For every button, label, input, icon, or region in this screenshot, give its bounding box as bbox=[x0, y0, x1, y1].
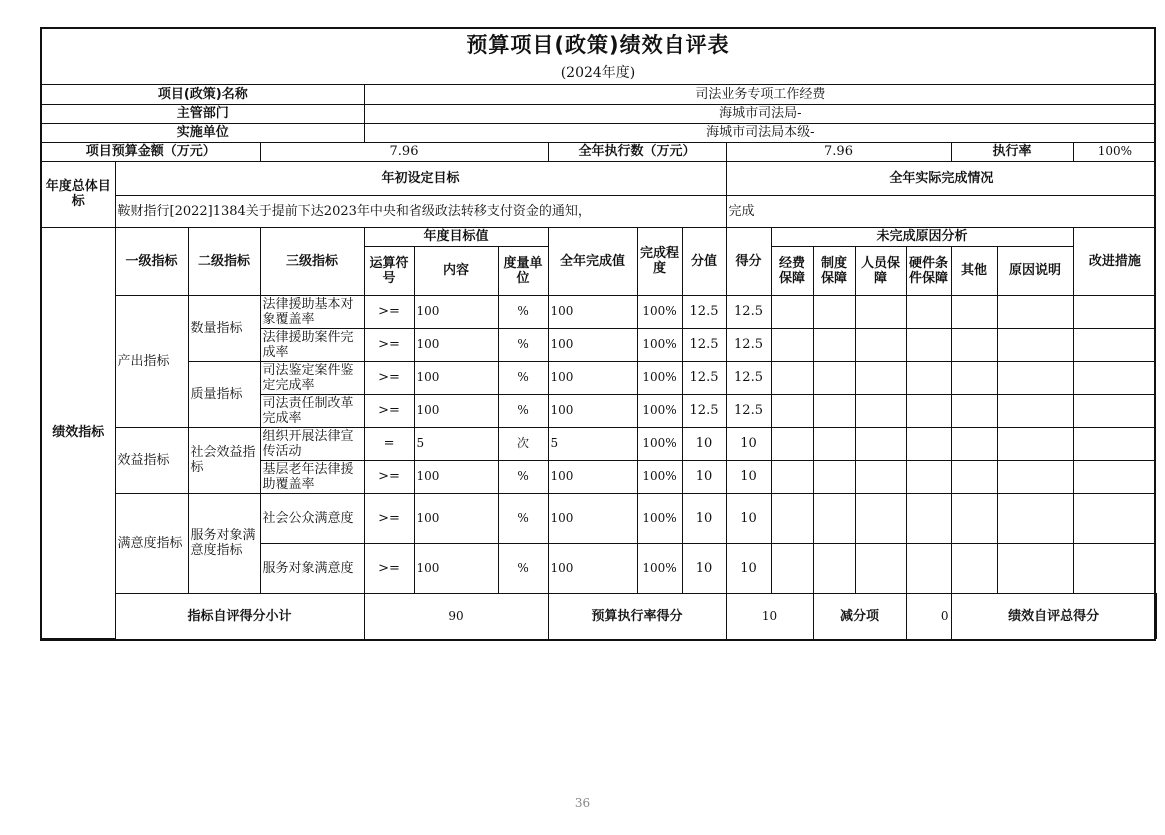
planned-goal-header: 年初设定目标 bbox=[115, 161, 726, 195]
actual-value: 5 bbox=[548, 427, 637, 460]
measure-unit: 次 bbox=[498, 427, 548, 460]
operator: >= bbox=[364, 543, 414, 593]
target-value: 100 bbox=[414, 295, 498, 328]
unit: 海城市司法局本级- bbox=[364, 123, 1156, 142]
score: 10 bbox=[726, 460, 771, 493]
evaluation-table bbox=[42, 85, 1156, 639]
funding-header: 经费保障 bbox=[771, 246, 813, 295]
quality-indicator: 质量指标 bbox=[188, 361, 260, 427]
indicator-name: 司法责任制改革完成率 bbox=[260, 394, 364, 427]
completion-degree: 100% bbox=[637, 394, 682, 427]
table-row bbox=[42, 493, 1156, 543]
reason-analysis-header: 未完成原因分析 bbox=[771, 227, 1073, 246]
improve-header: 改进措施 bbox=[1073, 227, 1156, 295]
measure-unit: % bbox=[498, 460, 548, 493]
completion-degree: 100% bbox=[637, 493, 682, 543]
deduction-value: 0 bbox=[906, 593, 951, 639]
operator: >= bbox=[364, 394, 414, 427]
measure-unit: % bbox=[498, 543, 548, 593]
operator: >= bbox=[364, 460, 414, 493]
budget-amount-label: 项目预算金额（万元） bbox=[42, 142, 260, 161]
exec-amount: 7.96 bbox=[726, 142, 951, 161]
personnel-header: 人员保障 bbox=[855, 246, 906, 295]
score: 12.5 bbox=[726, 394, 771, 427]
target-value: 100 bbox=[414, 361, 498, 394]
form-title: 预算项目(政策)绩效自评表 bbox=[466, 33, 730, 57]
hardware-header: 硬件条件保障 bbox=[906, 246, 951, 295]
social-benefit-indicator: 社会效益指标 bbox=[188, 427, 260, 493]
score: 10 bbox=[726, 427, 771, 460]
target-value: 100 bbox=[414, 328, 498, 361]
dept: 海城市司法局- bbox=[364, 104, 1156, 123]
quantity-indicator: 数量指标 bbox=[188, 295, 260, 361]
measure-unit: % bbox=[498, 328, 548, 361]
actual-value: 100 bbox=[548, 493, 637, 543]
indicator-name: 社会公众满意度 bbox=[260, 493, 364, 543]
indicator-name: 司法鉴定案件鉴定完成率 bbox=[260, 361, 364, 394]
score: 10 bbox=[726, 543, 771, 593]
completion-degree: 100% bbox=[637, 460, 682, 493]
content-header: 内容 bbox=[414, 246, 498, 295]
measure-unit: % bbox=[498, 295, 548, 328]
evaluation-form bbox=[40, 27, 1156, 641]
actual-value: 100 bbox=[548, 460, 637, 493]
actual-value: 100 bbox=[548, 361, 637, 394]
indicator-name: 基层老年法律援助覆盖率 bbox=[260, 460, 364, 493]
exec-score-value: 10 bbox=[726, 593, 813, 639]
completion-degree: 100% bbox=[637, 427, 682, 460]
operator: = bbox=[364, 427, 414, 460]
completion-degree: 100% bbox=[637, 295, 682, 328]
indicator-name: 法律援助案件完成率 bbox=[260, 328, 364, 361]
planned-goal-text: 鞍财指行[2022]1384关于提前下达2023年中央和省级政法转移支付资金的通知， bbox=[115, 195, 726, 227]
level1-header: 一级指标 bbox=[115, 227, 188, 295]
measure-unit: % bbox=[498, 493, 548, 543]
points: 12.5 bbox=[682, 328, 726, 361]
exec-rate-label: 执行率 bbox=[951, 142, 1073, 161]
table-row bbox=[42, 361, 1156, 394]
benefit-indicator: 效益指标 bbox=[115, 427, 188, 493]
points: 12.5 bbox=[682, 361, 726, 394]
unit-header: 度量单位 bbox=[498, 246, 548, 295]
actual-value: 100 bbox=[548, 394, 637, 427]
score: 10 bbox=[726, 493, 771, 543]
measure-unit: % bbox=[498, 361, 548, 394]
subtotal-label: 指标自评得分小计 bbox=[115, 593, 364, 639]
subtotal-value: 90 bbox=[364, 593, 548, 639]
level3-header: 三级指标 bbox=[260, 227, 364, 295]
points: 10 bbox=[682, 427, 726, 460]
satisfaction-indicator: 满意度指标 bbox=[115, 493, 188, 593]
target-value: 100 bbox=[414, 493, 498, 543]
level2-header: 二级指标 bbox=[188, 227, 260, 295]
actual-goal-text: 完成 bbox=[726, 195, 1156, 227]
points-header: 分值 bbox=[682, 227, 726, 295]
points: 12.5 bbox=[682, 295, 726, 328]
completion-degree: 100% bbox=[637, 543, 682, 593]
operator: >= bbox=[364, 328, 414, 361]
target-value: 100 bbox=[414, 460, 498, 493]
completion-header: 完成程度 bbox=[637, 227, 682, 295]
target-value: 5 bbox=[414, 427, 498, 460]
table-row bbox=[42, 295, 1156, 328]
indicator-name: 法律援助基本对象覆盖率 bbox=[260, 295, 364, 328]
dept-label: 主管部门 bbox=[42, 104, 364, 123]
score: 12.5 bbox=[726, 328, 771, 361]
service-satisfaction-indicator: 服务对象满意度指标 bbox=[188, 493, 260, 593]
target-value: 100 bbox=[414, 394, 498, 427]
project-name: 司法业务专项工作经费 bbox=[364, 85, 1156, 104]
performance-section-label: 绩效指标 bbox=[42, 227, 115, 639]
exec-score-label: 预算执行率得分 bbox=[548, 593, 726, 639]
total-score-label: 绩效自评总得分 bbox=[951, 593, 1156, 639]
actual-goal-header: 全年实际完成情况 bbox=[726, 161, 1156, 195]
measure-unit: % bbox=[498, 394, 548, 427]
output-indicator: 产出指标 bbox=[115, 295, 188, 427]
target-value: 100 bbox=[414, 543, 498, 593]
annual-goal-label: 年度总体目标 bbox=[42, 161, 115, 227]
actual-value: 100 bbox=[548, 295, 637, 328]
exec-amount-label: 全年执行数（万元） bbox=[548, 142, 726, 161]
exec-rate: 100% bbox=[1073, 142, 1156, 161]
page-number: 36 bbox=[574, 796, 591, 810]
points: 12.5 bbox=[682, 394, 726, 427]
completion-degree: 100% bbox=[637, 328, 682, 361]
annual-target-header: 年度目标值 bbox=[364, 227, 548, 246]
budget-amount: 7.96 bbox=[260, 142, 548, 161]
completion-degree: 100% bbox=[637, 361, 682, 394]
operator: >= bbox=[364, 361, 414, 394]
reason-desc-header: 原因说明 bbox=[997, 246, 1073, 295]
other-header: 其他 bbox=[951, 246, 997, 295]
points: 10 bbox=[682, 493, 726, 543]
full-year-header: 全年完成值 bbox=[548, 227, 637, 295]
operator: >= bbox=[364, 493, 414, 543]
actual-value: 100 bbox=[548, 543, 637, 593]
indicator-name: 服务对象满意度 bbox=[260, 543, 364, 593]
score-header: 得分 bbox=[726, 227, 771, 295]
deduction-label: 减分项 bbox=[813, 593, 906, 639]
indicator-name: 组织开展法律宣传活动 bbox=[260, 427, 364, 460]
form-year: (2024年度) bbox=[42, 62, 1154, 85]
actual-value: 100 bbox=[548, 328, 637, 361]
project-name-label: 项目(政策)名称 bbox=[42, 85, 364, 104]
score: 12.5 bbox=[726, 295, 771, 328]
table-row bbox=[42, 427, 1156, 460]
points: 10 bbox=[682, 543, 726, 593]
unit-label: 实施单位 bbox=[42, 123, 364, 142]
points: 10 bbox=[682, 460, 726, 493]
score: 12.5 bbox=[726, 361, 771, 394]
operator-header: 运算符号 bbox=[364, 246, 414, 295]
operator: >= bbox=[364, 295, 414, 328]
system-header: 制度保障 bbox=[813, 246, 855, 295]
